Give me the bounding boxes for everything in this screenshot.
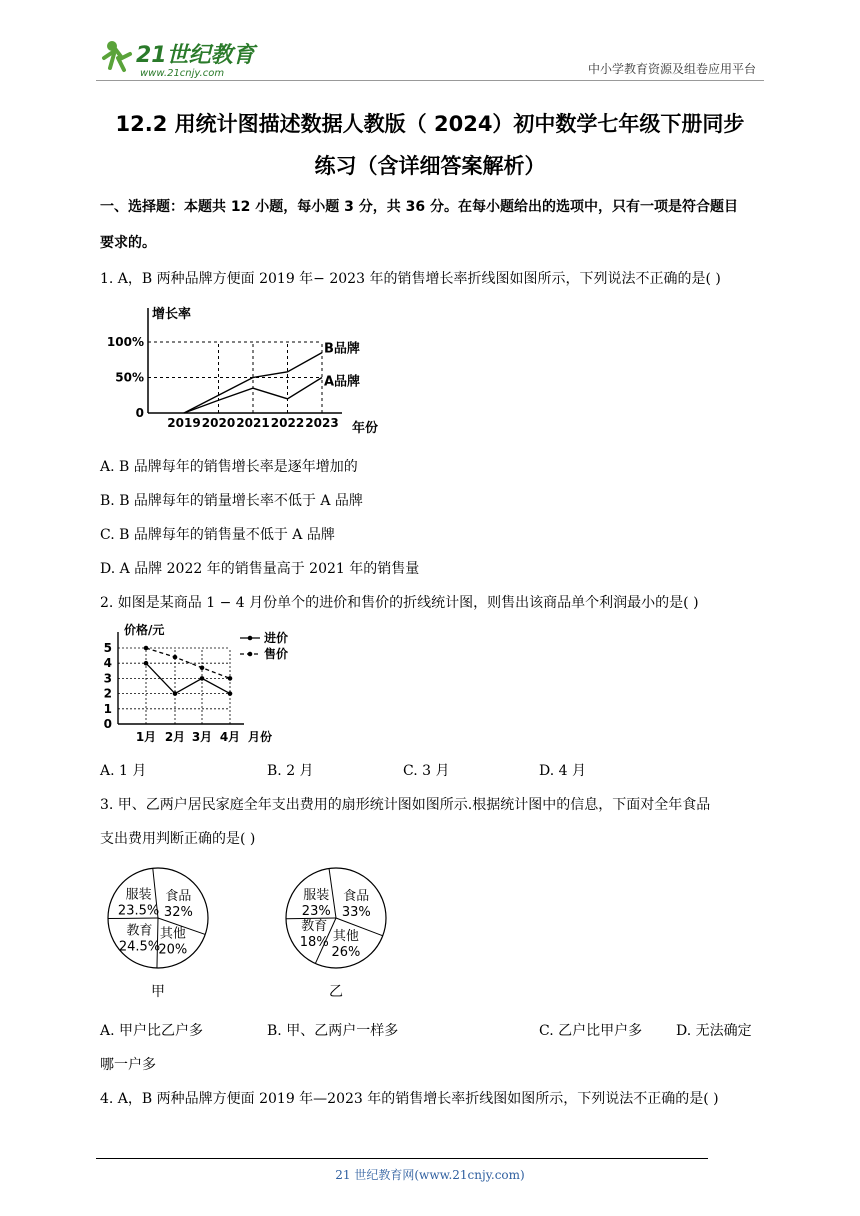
q4-stem: 4. A，B 两种品牌方便面 2019 年—2023 年的销售增长率折线图如图所示，下列说法不正确的是( ) [100, 1091, 719, 1107]
q1-option-b: B. B 品牌每年的销量增长率不低于 A 品牌 [100, 493, 363, 509]
q1-y-tick-label: 0 [135, 406, 144, 420]
q2-y-tick-label: 1 [103, 701, 112, 716]
q2-data-point [144, 646, 149, 651]
pie-slice-category: 教育 [301, 919, 328, 935]
q3-option-a: A. 甲户比乙户多 [100, 1023, 204, 1039]
pie-slice-value: 18% [299, 935, 329, 951]
q2-option-c: C. 3 月 [403, 763, 450, 779]
q2-chart [100, 618, 290, 748]
q1-option-c: C. B 品牌每年的销售量不低于 A 品牌 [100, 527, 335, 543]
footer-divider [96, 1158, 708, 1159]
q1-x-tick-label: 2021 [236, 416, 270, 430]
q2-y-tick-label: 3 [103, 671, 112, 686]
q2-stem: 2. 如图是某商品 1 − 4 月份单个的进价和售价的折线统计图，则售出该商品单个利润最小的是( ) [100, 595, 699, 611]
q1-option-d: D. A 品牌 2022 年的销售量高于 2021 年的销售量 [100, 561, 420, 577]
q2-legend-marker [248, 636, 253, 641]
header-divider [96, 80, 764, 81]
q2-legend-label: 售价 [264, 647, 289, 661]
q3-option-c: C. 乙户比甲户多 [539, 1023, 643, 1039]
pie-slice-value: 24.5% [118, 939, 161, 955]
q2-data-point [173, 691, 178, 696]
q1-series-label: B品牌 [324, 341, 360, 357]
q2-y-tick-label: 5 [103, 641, 112, 655]
logo-text: 21世纪教育 [136, 43, 255, 68]
q2-x-tick-label: 2月 [164, 730, 186, 744]
q2-y-tick-label: 0 [103, 717, 112, 731]
header-right-text: 中小学教育资源及组卷应用平台 [587, 62, 756, 76]
pie-slice-value: 32% [163, 904, 193, 920]
site-logo [96, 36, 266, 80]
page-title-line2: 练习（含详细答案解析） [314, 154, 546, 178]
q1-x-tick-label: 2019 [167, 416, 201, 430]
pie-slice-category: 服装 [125, 887, 152, 903]
footer-text: 21 世纪教育网(www.21cnjy.com) [335, 1168, 525, 1182]
pie-slice-value: 26% [331, 945, 361, 961]
q2-x-axis-label: 月份 [248, 730, 273, 744]
page-title-line1: 12.2 用统计图描述数据人教版（ 2024）初中数学七年级下册同步 [115, 112, 745, 136]
q1-chart [100, 296, 400, 442]
q2-y-tick-label: 2 [103, 686, 112, 701]
q2-y-tick-label: 4 [103, 656, 112, 671]
q2-x-tick-label: 4月 [219, 730, 241, 744]
pie-slice-category: 其他 [332, 929, 359, 945]
pie-slice-category: 食品 [343, 888, 370, 904]
q2-data-point [200, 665, 205, 670]
q3-option-d: D. 无法确定 [676, 1023, 752, 1039]
q2-x-tick-label: 3月 [191, 730, 213, 744]
logo-url: www.21cnjy.com [140, 68, 225, 79]
pie-slice-value: 23% [301, 904, 331, 920]
q2-legend-marker [248, 652, 253, 657]
pie-slice-value: 20% [158, 942, 188, 958]
q2-data-point [144, 661, 149, 666]
q3-option-b: B. 甲、乙两户一样多 [267, 1023, 399, 1039]
q3-pie-charts [100, 860, 420, 1010]
q2-x-tick-label: 1月 [135, 730, 157, 744]
q2-data-point [228, 691, 233, 696]
pie-slice-value: 23.5% [117, 903, 160, 919]
q1-x-tick-label: 2022 [270, 416, 305, 430]
q1-x-tick-label: 2020 [201, 416, 236, 430]
q3-stem-line1: 3. 甲、乙两户居民家庭全年支出费用的扇形统计图如图所示.根据统计图中的信息，下面对全年食品 [100, 797, 711, 813]
pie-title: 乙 [329, 984, 343, 1000]
pie-title: 甲 [151, 984, 165, 1000]
q1-y-tick-label: 100% [106, 335, 144, 349]
pie-slice-category: 服装 [303, 888, 330, 904]
q1-option-a: A. B 品牌每年的销售增长率是逐年增加的 [100, 459, 358, 475]
pie-slice-value: 33% [341, 904, 371, 920]
q3-option-d-cont: 哪一户多 [100, 1057, 156, 1073]
q1-series-label: A品牌 [324, 374, 361, 390]
pie-slice-category: 其他 [159, 926, 186, 942]
q1-y-tick-label: 50% [115, 370, 144, 385]
q2-option-a: A. 1 月 [100, 763, 147, 779]
q1-x-axis-label: 年份 [352, 421, 379, 436]
q1-y-axis-label: 增长率 [152, 307, 192, 322]
section-line2: 要求的。 [100, 235, 156, 251]
q2-data-point [200, 676, 205, 681]
pie-slice-category: 食品 [165, 888, 192, 904]
q2-data-point [173, 655, 178, 660]
q3-stem-line2: 支出费用判断正确的是( ) [100, 831, 256, 847]
q2-option-b: B. 2 月 [267, 763, 314, 779]
q1-x-tick-label: 2023 [305, 416, 339, 430]
q2-y-axis-label: 价格/元 [124, 623, 165, 637]
q1-stem: 1. A，B 两种品牌方便面 2019 年− 2023 年的销售增长率折线图如图所示，下列说法不正确的是( ) [100, 271, 721, 287]
q2-option-d: D. 4 月 [539, 763, 586, 779]
q2-data-point [228, 676, 233, 681]
section-line1: 一、选择题：本题共 12 小题，每小题 3 分，共 36 分。在每小题给出的选项中，只有一项是符合题目 [100, 199, 738, 215]
pie-slice-category: 教育 [126, 923, 153, 939]
q2-legend-label: 进价 [264, 631, 289, 645]
